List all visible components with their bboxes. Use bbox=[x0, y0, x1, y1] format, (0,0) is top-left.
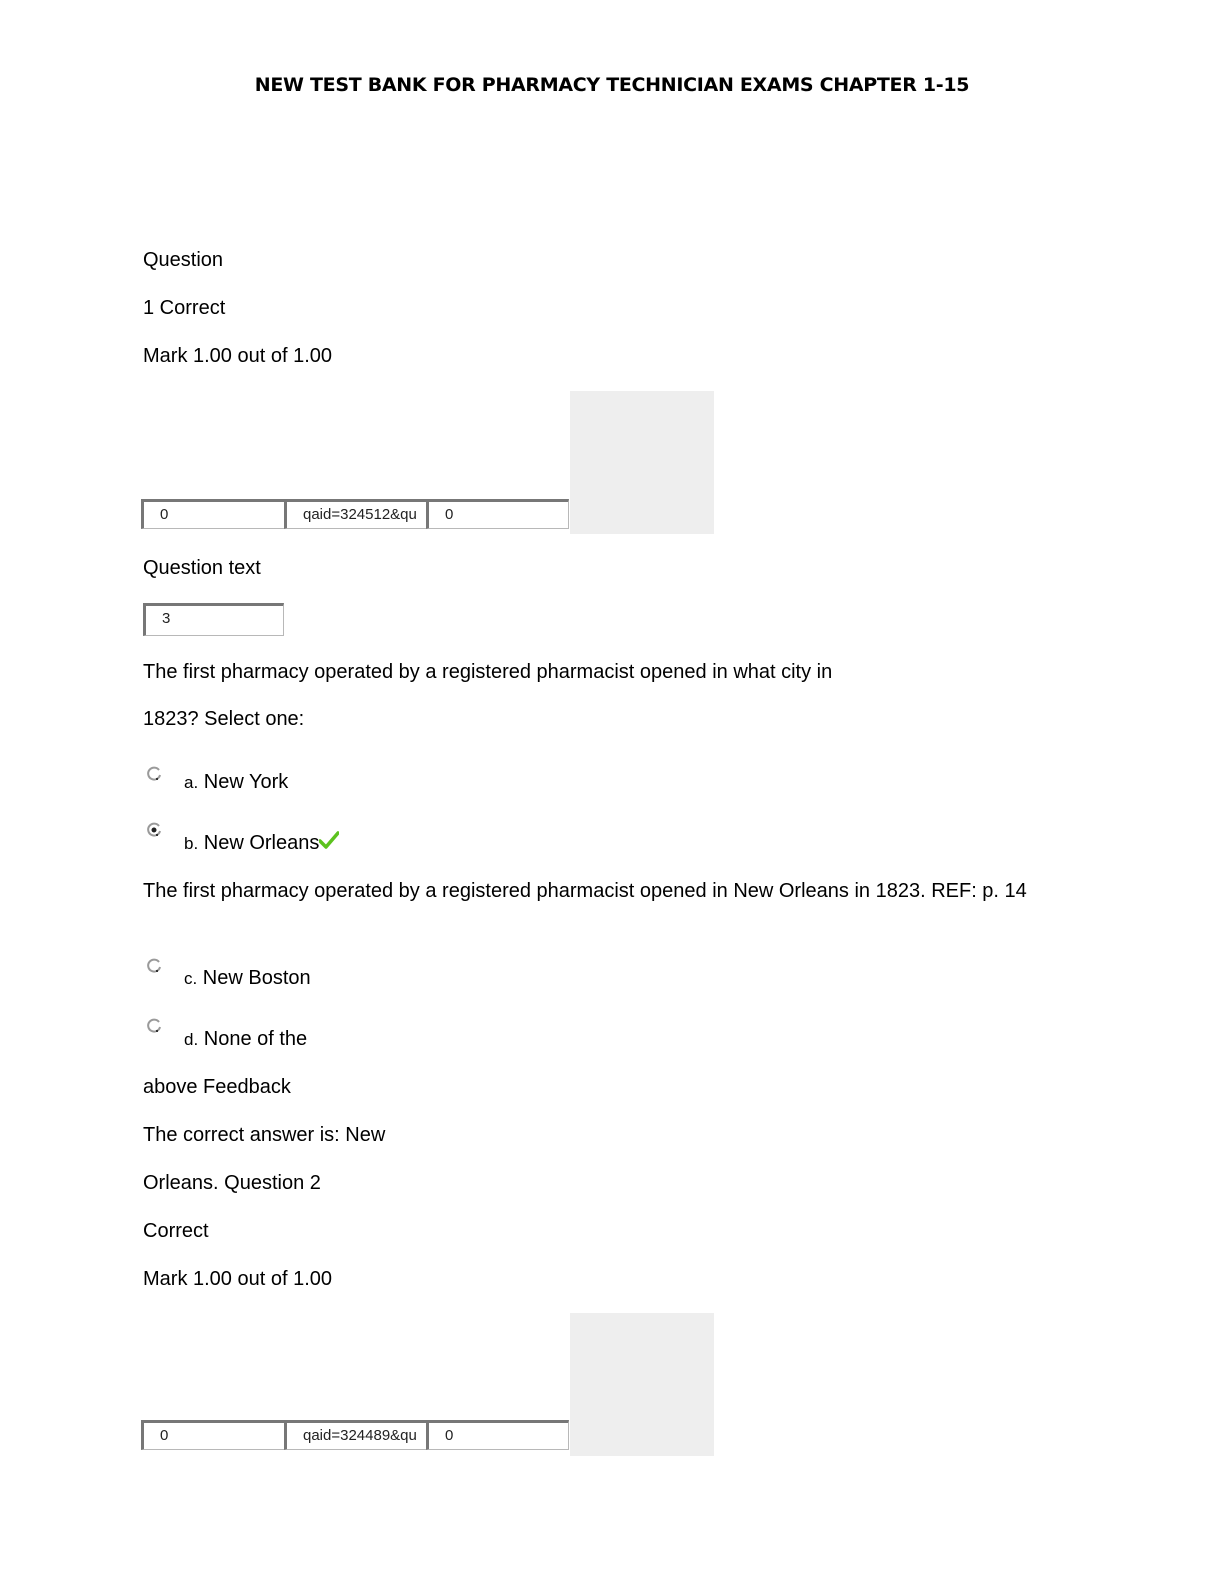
question-prompt-line-2: 1823? Select one: bbox=[143, 708, 305, 730]
correct-answer-line-1: The correct answer is: New bbox=[143, 1124, 386, 1146]
checkmark-icon bbox=[319, 831, 339, 849]
option-a[interactable] bbox=[184, 770, 288, 795]
flag-panel bbox=[570, 391, 714, 534]
option-a-text: New York bbox=[203, 771, 289, 793]
hidden-field-qaid-2[interactable]: qaid=324489&qu bbox=[284, 1420, 428, 1450]
option-c[interactable] bbox=[184, 966, 311, 991]
option-a-letter: a. bbox=[184, 773, 199, 792]
hidden-field-flag-2[interactable]: 0 bbox=[426, 1420, 569, 1450]
option-b-letter: b. bbox=[184, 834, 199, 853]
radio-option-c[interactable] bbox=[146, 958, 162, 974]
hidden-field-sequence-2[interactable]: 0 bbox=[141, 1420, 286, 1450]
question-label: Question bbox=[143, 249, 224, 271]
option-c-text: New Boston bbox=[202, 967, 311, 989]
radio-option-a[interactable] bbox=[146, 766, 162, 782]
question-2-status: Correct bbox=[143, 1220, 209, 1242]
option-d[interactable] bbox=[184, 1027, 307, 1052]
question-mark: Mark 1.00 out of 1.00 bbox=[143, 345, 333, 367]
radio-option-b-selected[interactable] bbox=[146, 822, 162, 838]
option-feedback: The first pharmacy operated by a registered pharmacist opened in New Orleans in 1823. REF: p. 14 bbox=[143, 880, 1027, 902]
feedback-heading: above Feedback bbox=[143, 1076, 291, 1098]
question-2-mark: Mark 1.00 out of 1.00 bbox=[143, 1268, 333, 1290]
radio-option-d[interactable] bbox=[146, 1018, 162, 1034]
hidden-field-sequence[interactable]: 0 bbox=[141, 499, 286, 529]
question-text-label: Question text bbox=[143, 557, 261, 579]
correct-answer-line-2: Orleans. Question 2 bbox=[143, 1172, 321, 1194]
question-number-field[interactable]: 3 bbox=[143, 603, 284, 636]
question-status: 1 Correct bbox=[143, 297, 226, 319]
option-d-text: None of the bbox=[203, 1028, 308, 1050]
hidden-field-flag[interactable]: 0 bbox=[426, 499, 569, 529]
hidden-field-qaid[interactable]: qaid=324512&qu bbox=[284, 499, 428, 529]
document-title: NEW TEST BANK FOR PHARMACY TECHNICIAN EXAMS CHAPTER 1-15 bbox=[254, 74, 970, 96]
option-b[interactable] bbox=[184, 831, 339, 856]
flag-panel-2 bbox=[570, 1313, 714, 1456]
option-c-letter: c. bbox=[184, 969, 198, 988]
question-prompt-line-1: The first pharmacy operated by a registered pharmacist opened in what city in bbox=[143, 661, 833, 683]
option-b-text: New Orleans bbox=[203, 832, 320, 854]
option-d-letter: d. bbox=[184, 1030, 199, 1049]
